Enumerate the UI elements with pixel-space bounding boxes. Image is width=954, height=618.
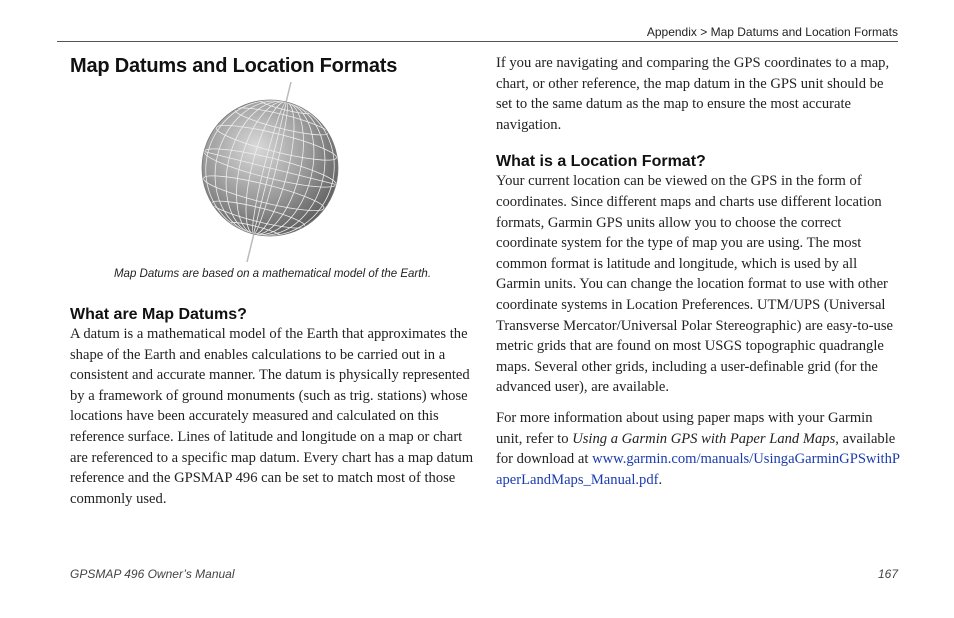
more-info-paragraph — [496, 408, 900, 490]
manual-title: Using a Garmin GPS with Paper Land Maps — [572, 430, 836, 447]
globe-figure — [70, 82, 475, 262]
globe-icon — [195, 82, 355, 262]
section-body-location-format: Your current location can be viewed on the GPS in the form of coordinates. Since different maps and charts use different location formats, Garmin GPS units allow you to choose the correct coordinate system for the type of map you are using. The most common format is latitude and longitude, which is used by all Garmin units. You can change the location format to use with other coordinate systems in Location Preferences. UTM/UPS (Universal Transverse Mercator/Universal Polar Stereographic) are easy-to-use metric grids that are found on most USGS topographic quadrangle maps. Several other grids, including a user-definable grid (for the advanced user), are available. — [496, 173, 893, 396]
page-number: 167 — [877, 567, 898, 581]
page-title: Map Datums and Location Formats — [70, 55, 398, 77]
figure-caption: Map Datums are based on a mathematical model of the Earth. — [113, 268, 432, 280]
more-info-middle: , available for download at — [496, 430, 896, 468]
more-info-prefix: For more information about using paper maps with your Garmin unit, refer to — [496, 409, 873, 447]
section-heading-location-format: What is a Location Format? — [496, 153, 706, 171]
left-column — [70, 52, 475, 509]
footer-manual-name: GPSMAP 496 Owner’s Manual — [70, 567, 235, 581]
intro-paragraph: If you are navigating and comparing the GPS coordinates to a map, chart, or other reference, the map datum in the GPS unit should be set to the same datum as the map to ensure the most accurate navigation. — [496, 55, 890, 133]
more-info-suffix: . — [658, 471, 663, 488]
section-heading-map-datums: What are Map Datums? — [70, 306, 247, 323]
manual-download-link[interactable]: www.garmin.com/manuals/UsingaGarminGPSwithPaperLandMaps_Manual.pdf — [496, 451, 900, 488]
breadcrumb: Appendix > Map Datums and Location Formats — [646, 25, 898, 39]
section-body-map-datums: A datum is a mathematical model of the Earth that approximates the shape of the Earth and enables calculations to be carried out in a consistent and accurate manner. The datum is physically represented by a framework of ground monuments (such as trig. stations) whose locations have been accurately measured and calculated on this reference surface. Lines of latitude and longitude on a map or chart are referenced to a specific map datum. Every chart has a map datum reference and the GPSMAP 496 can be set to match most of those commonly used. — [70, 326, 474, 507]
right-column — [496, 52, 900, 490]
header-rule — [57, 41, 898, 42]
